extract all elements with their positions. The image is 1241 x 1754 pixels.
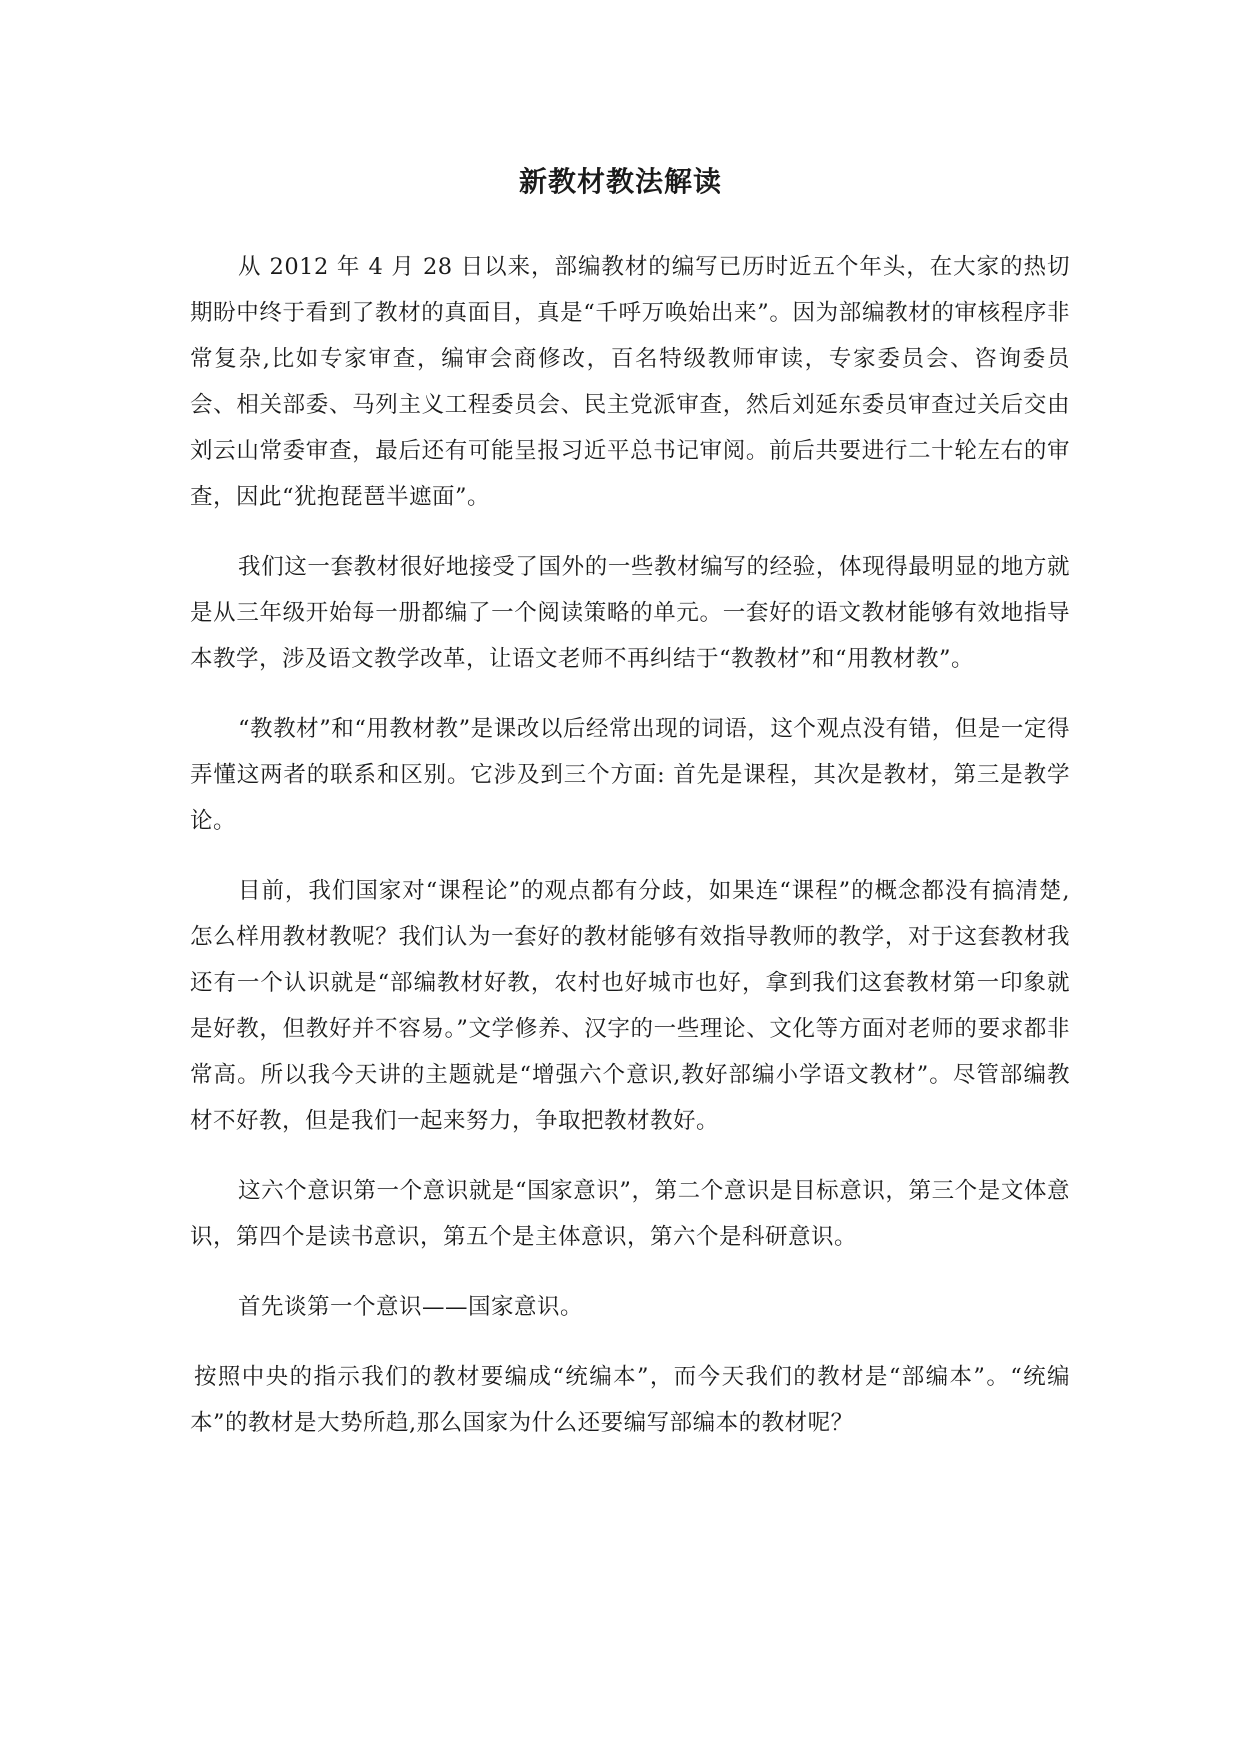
document-title: 新教材教法解读 xyxy=(518,165,722,198)
paragraph-4: 目前，我们国家对“课程论”的观点都有分歧，如果连“课程”的概念都没有搞清楚,怎么样用教材教呢？我们认为一套好的教材能够有效指导教师的教学，对于这套教材我还有一个认识就是“部编教材好教，农村也好城市也好，拿到我们这套教材第一印象就是好教，但教好并不容易。”文学修养、汉字的一些理论、文化等方面对老师的要求都非常高。所以我今天讲的主题就是“增强六个意识,教好部编小学语文教材”。尽管部编教材不好教，但是我们一起来努力，争取把教材教好。 xyxy=(190,878,1070,1134)
paragraph-6: 首先谈第一个意识——国家意识。 xyxy=(238,1294,584,1320)
paragraph-2: 我们这一套教材很好地接受了国外的一些教材编写的经验，体现得最明显的地方就是从三年级开始每一册都编了一个阅读策略的单元。一套好的语文教材能够有效地指导本教学，涉及语文教学改革，让语文老师不再纠结于“教教材”和“用教材教”。 xyxy=(190,554,1070,672)
paragraph-3: “教教材”和“用教材教”是课改以后经常出现的词语，这个观点没有错，但是一定得弄懂这两者的联系和区别。它涉及到三个方面: 首先是课程，其次是教材，第三是教学论。 xyxy=(190,716,1070,834)
paragraph-1: 从 2012 年 4 月 28 日以来，部编教材的编写已历时近五个年头，在大家的热切期盼中终于看到了教材的真面目，真是“千呼万唤始出来”。因为部编教材的审核程序非常复杂,比如专家审查，编审会商修改，百名特级教师审读，专家委员会、咨询委员会、相关部委、马列主义工程委员会、民主党派审查，然后刘延东委员审查过关后交由刘云山常委审查，最后还有可能呈报习近平总书记审阅。前后共要进行二十轮左右的审查，因此“犹抱琵琶半遮面”。 xyxy=(190,254,1070,510)
paragraph-7: 按照中央的指示我们的教材要编成“统编本”，而今天我们的教材是“部编本”。“统编本”的教材是大势所趋,那么国家为什么还要编写部编本的教材呢？ xyxy=(190,1364,1070,1436)
paragraph-5: 这六个意识第一个意识就是“国家意识”，第二个意识是目标意识，第三个是文体意识，第四个是读书意识，第五个是主体意识，第六个是科研意识。 xyxy=(190,1178,1070,1250)
document-body xyxy=(190,244,1070,1470)
